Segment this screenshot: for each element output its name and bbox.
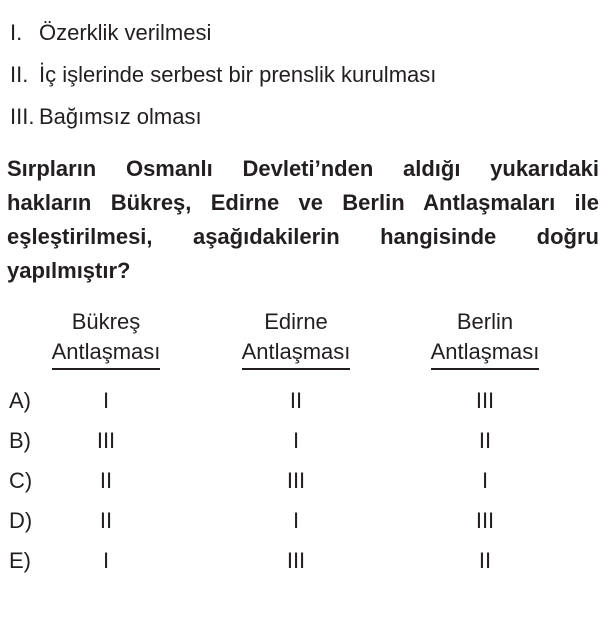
premise-text: Bağımsız olması bbox=[39, 104, 202, 129]
option-cell-berlin: III bbox=[475, 508, 495, 533]
premise-numeral: I. bbox=[10, 20, 23, 45]
header-spacer bbox=[0, 307, 40, 370]
question-stem bbox=[7, 152, 599, 288]
option-cell-bukres: I bbox=[102, 548, 110, 573]
option-row bbox=[0, 541, 608, 581]
option-letter: C) bbox=[9, 468, 33, 493]
options-list bbox=[0, 381, 608, 581]
premise-item bbox=[10, 54, 608, 96]
option-letter: B) bbox=[9, 428, 31, 453]
option-cell-berlin: II bbox=[478, 428, 492, 453]
premise-item bbox=[10, 96, 608, 138]
option-row bbox=[0, 501, 608, 541]
column-header-berlin bbox=[420, 307, 550, 370]
option-letter: E) bbox=[9, 548, 31, 573]
column-header-edirne bbox=[172, 307, 420, 370]
option-cell-edirne: II bbox=[289, 388, 303, 413]
column-header-line1: Bükreş bbox=[71, 309, 141, 334]
stem-line: hakların Bükreş, Edirne ve Berlin Antlaşmaları ile bbox=[7, 190, 599, 215]
underlined-label: Antlaşması bbox=[52, 337, 161, 370]
option-cell-bukres: II bbox=[99, 508, 113, 533]
option-cell-edirne: III bbox=[286, 548, 306, 573]
premise-numeral: III. bbox=[10, 104, 35, 129]
option-cell-edirne: I bbox=[292, 508, 300, 533]
premise-item bbox=[10, 12, 608, 54]
option-cell-bukres: I bbox=[102, 388, 110, 413]
option-row bbox=[0, 381, 608, 421]
premise-list bbox=[0, 0, 608, 138]
option-cell-edirne: III bbox=[286, 468, 306, 493]
column-header-line1: Berlin bbox=[456, 309, 514, 334]
option-cell-berlin: III bbox=[475, 388, 495, 413]
option-row bbox=[0, 461, 608, 501]
answer-table-header bbox=[0, 307, 608, 370]
column-header-line1: Edirne bbox=[264, 309, 328, 334]
option-cell-berlin: II bbox=[478, 548, 492, 573]
option-cell-edirne: I bbox=[292, 428, 300, 453]
option-letter: D) bbox=[9, 508, 33, 533]
option-row bbox=[0, 421, 608, 461]
column-header-bukres bbox=[40, 307, 172, 370]
option-cell-bukres: III bbox=[96, 428, 116, 453]
column-header-line2 bbox=[40, 337, 172, 370]
premise-text: Özerklik verilmesi bbox=[39, 20, 212, 45]
underlined-label: Antlaşması bbox=[242, 337, 351, 370]
stem-line: Sırpların Osmanlı Devleti’nden aldığı yukarıdaki bbox=[7, 156, 599, 181]
underlined-label: Antlaşması bbox=[431, 337, 540, 370]
option-letter: A) bbox=[9, 388, 31, 413]
column-header-line2 bbox=[172, 337, 420, 370]
premise-numeral: II. bbox=[10, 62, 29, 87]
premise-text: İç işlerinde serbest bir prenslik kurulması bbox=[39, 62, 437, 87]
option-cell-bukres: II bbox=[99, 468, 113, 493]
column-header-line2 bbox=[420, 337, 550, 370]
stem-line: eşleştirilmesi, aşağıdakilerin hangisinde doğru bbox=[7, 224, 599, 249]
option-cell-berlin: I bbox=[481, 468, 489, 493]
stem-line: yapılmıştır? bbox=[7, 258, 131, 283]
